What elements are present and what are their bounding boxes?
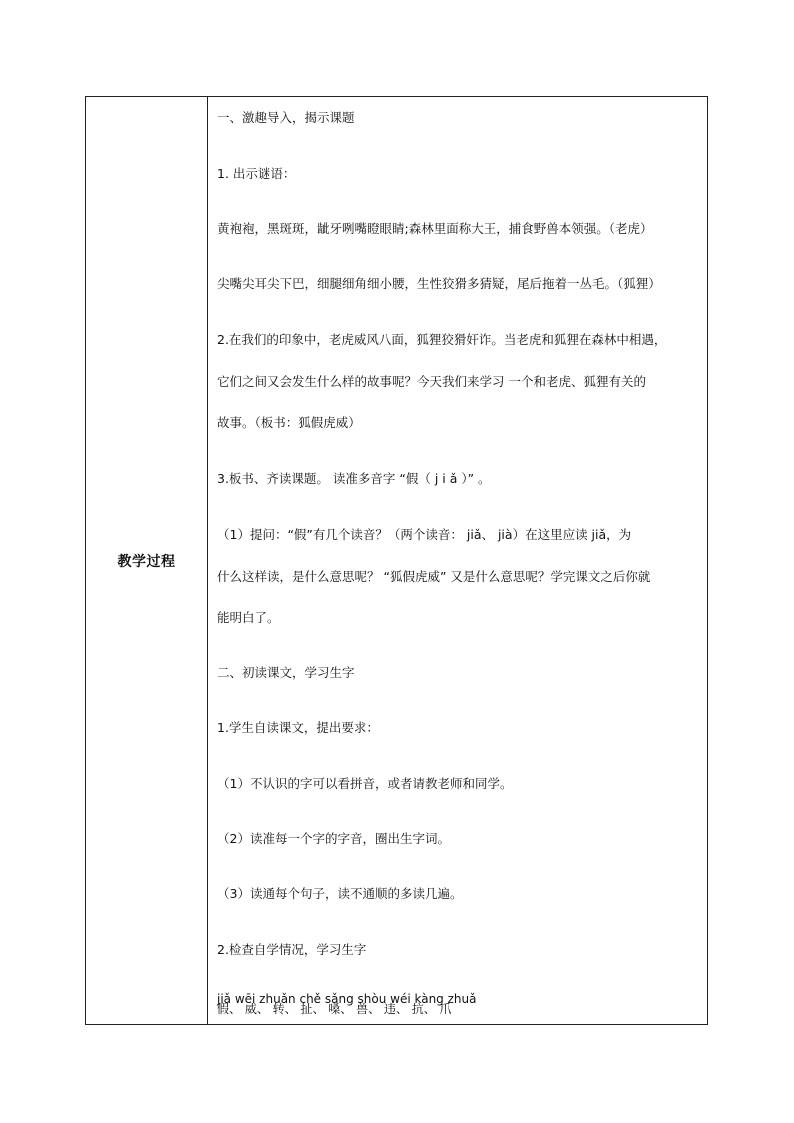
section-label: 教学过程 [117, 553, 176, 570]
text-line: 尖嘴尖耳尖下巴，细腿细角细小腰，生性狡猾多猜疑，尾后拖着一丛毛。（狐狸） [217, 276, 661, 291]
text-line: 黄袍袍，黑斑斑，龇牙咧嘴瞪眼睛;森林里面称大王，捕食野兽本领强。（老虎） [217, 221, 653, 236]
text-line: 故事。（板书：狐假虎威） [217, 415, 361, 430]
text-line: 它们之间又会发生什么样的故事呢？今天我们来学习 一个和老虎、狐狸有关的 [217, 374, 646, 389]
heading-read: 二、初读课文，学习生字 [217, 665, 355, 680]
lesson-table [85, 96, 708, 1025]
text-line: 1. 出示谜语： [217, 166, 296, 181]
text-line: 3.板书、齐读课题。 读准多音字 “假（ j i ǎ ）” 。 [217, 471, 491, 486]
text-line: 能明白了。 [217, 610, 280, 625]
pinyin-row: jiǎ wēi zhuǎn chě sǎng shòu wéi kàng zhuǎ [217, 992, 477, 1006]
text-line: （1）提问：“假”有几个读音？（两个读音： jiǎ、 jià）在这里应读 jiǎ，为 [217, 527, 632, 542]
text-line: 2.在我们的印象中，老虎威风八面，狐狸狡猾奸诈。当老虎和狐狸在森林中相遇， [217, 332, 667, 347]
text-line: 什么这样读，是什么意思呢？ “狐假虎威” 又是什么意思呢？学完课文之后你就 [217, 569, 651, 584]
text-line: （2）读准每一个字的字音，圈出生字词。 [217, 831, 450, 846]
text-line: 1.学生自读课文，提出要求： [217, 720, 379, 735]
text-line: （1）不认识的字可以看拼音，或者请教老师和同学。 [217, 776, 513, 791]
heading-intro: 一、激趣导入，揭示课题 [217, 110, 355, 125]
section-label-cell [86, 97, 207, 1024]
column-divider [207, 97, 208, 1024]
text-line: 2.检查自学情况，学习生字 [217, 942, 367, 957]
text-line: （3）读通每个句子，读不通顺的多读几遍。 [217, 886, 463, 901]
character-row: 假、 威、 转、 扯、 嗓、 兽、 违、 抗、 爪 [217, 1002, 452, 1016]
